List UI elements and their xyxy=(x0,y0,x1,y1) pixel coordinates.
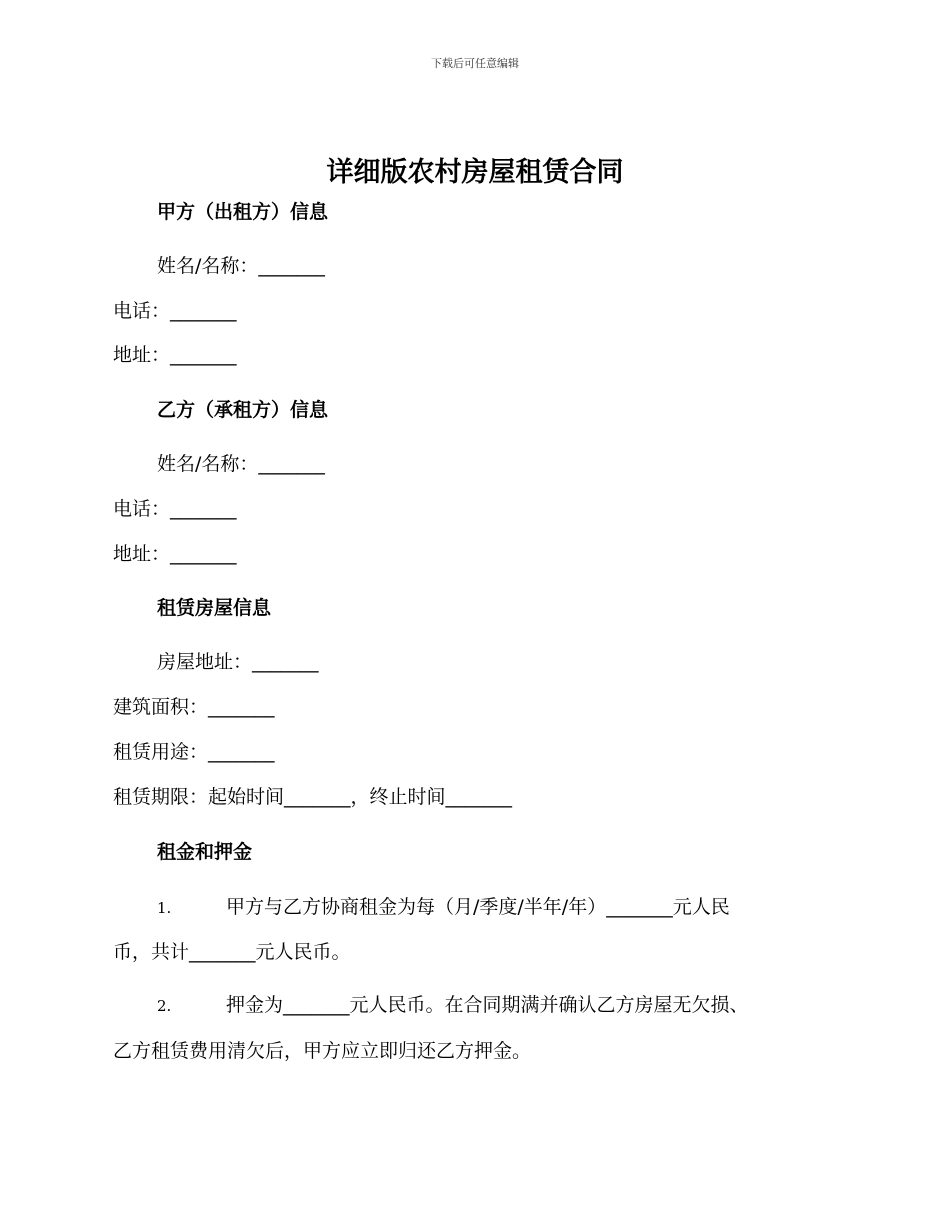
party-a-phone: 电话：_______ xyxy=(113,300,237,322)
party-a-heading: 甲方（出租方）信息 xyxy=(157,201,329,223)
party-b-heading: 乙方（承租方）信息 xyxy=(157,399,329,421)
rent-item-1 xyxy=(157,894,730,921)
party-a-name: 姓名/名称：_______ xyxy=(157,255,325,277)
house-usage: 租赁用途：_______ xyxy=(113,741,275,763)
document-title: 详细版农村房屋租赁合同 xyxy=(326,157,624,188)
house-heading: 租赁房屋信息 xyxy=(157,597,272,619)
party-b-address: 地址：_______ xyxy=(113,543,237,565)
rent-heading: 租金和押金 xyxy=(157,841,253,863)
rent-item-2 xyxy=(157,992,749,1019)
house-term: 租赁期限：起始时间_______，终止时间_______ xyxy=(113,786,513,808)
house-address: 房屋地址：_______ xyxy=(157,651,319,673)
page-header: 下载后可任意编辑 xyxy=(431,57,519,70)
party-b-phone: 电话：_______ xyxy=(113,498,237,520)
rent-item-2-continued: 乙方租赁费用清欠后，甲方应立即归还乙方押金。 xyxy=(113,1040,532,1062)
party-a-address: 地址：_______ xyxy=(113,344,237,366)
house-area: 建筑面积：_______ xyxy=(113,696,275,718)
rent-item-1-continued: 币，共计_______元人民币。 xyxy=(113,941,351,963)
rent-item-2-text: 押金为_______元人民币。在合同期满并确认乙方房屋无欠损、 xyxy=(226,994,749,1016)
rent-item-2-number: 2. xyxy=(157,997,172,1015)
party-b-name: 姓名/名称：_______ xyxy=(157,453,325,475)
rent-item-1-number: 1. xyxy=(157,899,172,917)
rent-item-1-text: 甲方与乙方协商租金为每（月/季度/半年/年）_______元人民 xyxy=(226,896,730,918)
